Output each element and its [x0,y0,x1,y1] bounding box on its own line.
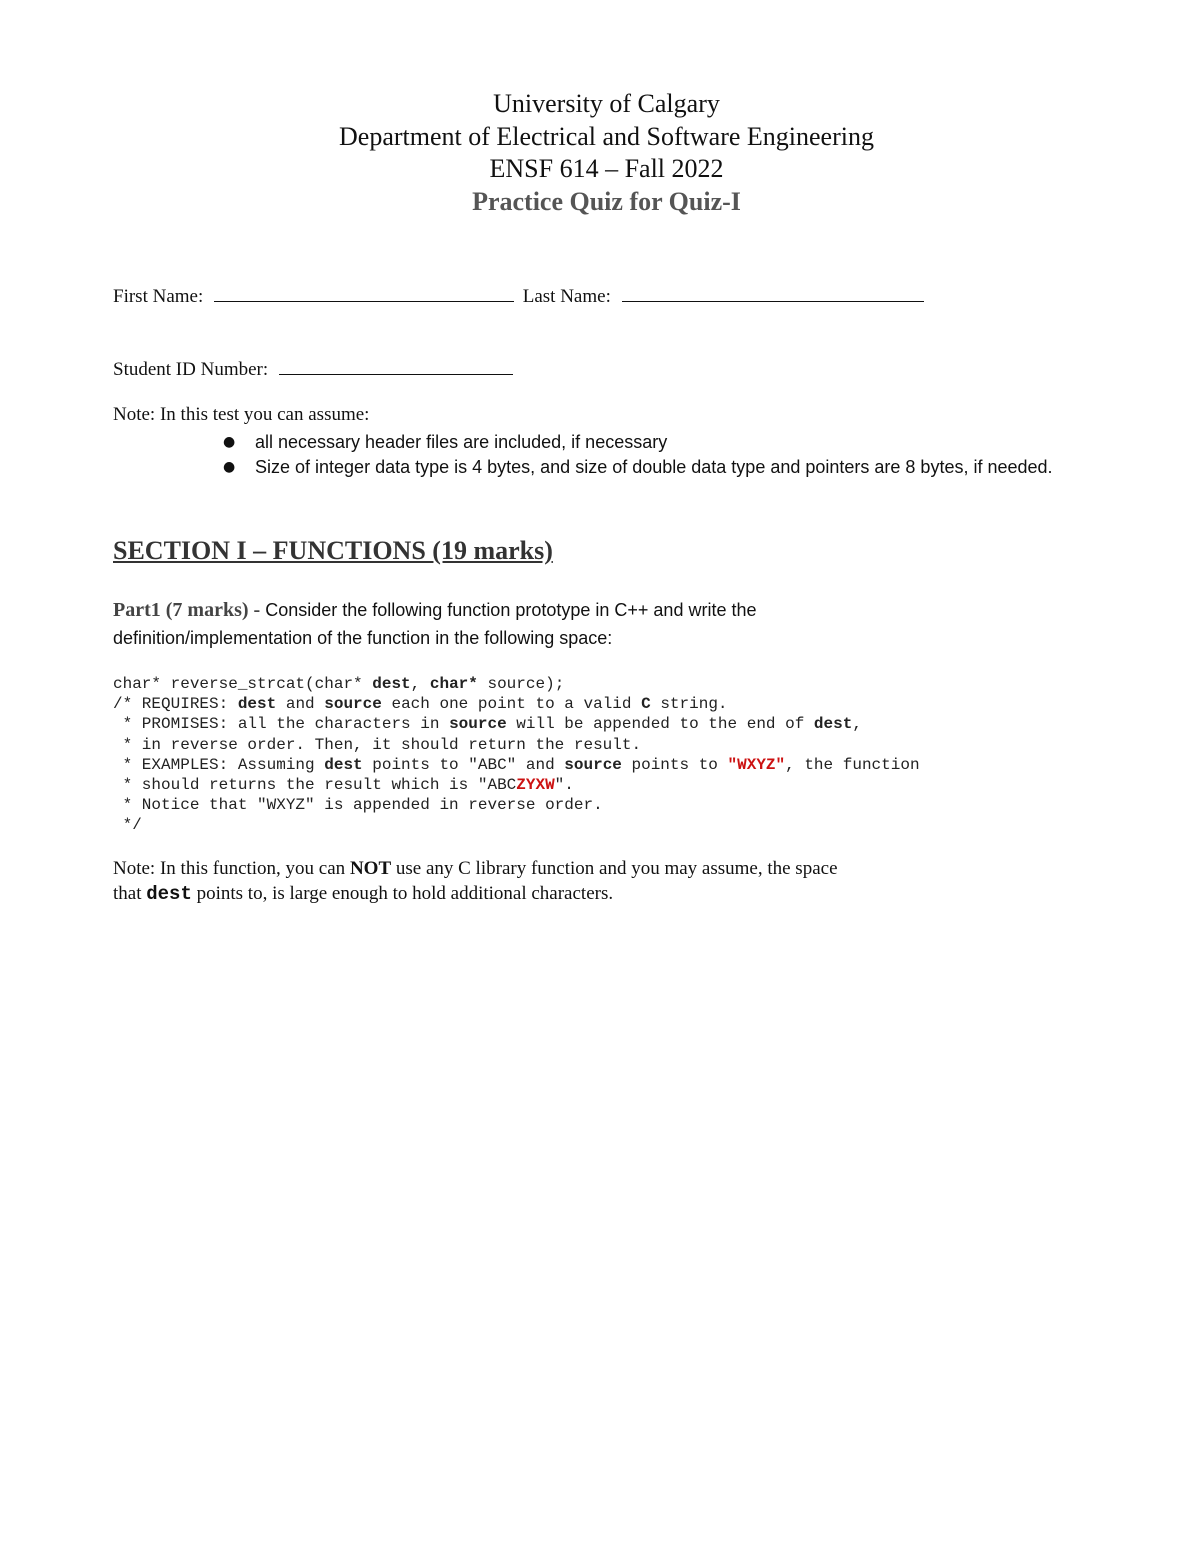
first-name-blank[interactable] [214,282,514,302]
part1-text-continued: definition/implementation of the function in the following space: [113,628,613,648]
department-name: Department of Electrical and Software Engineering [339,121,874,151]
function-prototype-code: char* reverse_strcat(char* dest, char* source); /* REQUIRES: dest and source each one point to a valid C string. * PROMISES: all the characters in source will be appended to the end of dest, * in reverse order. Then, it should return the result. * EXAMPLES: Assuming dest points to "ABC" and source points to "WXYZ", the function * should returns the result which is "ABCZYXW". * Notice that "WXYZ" is appended in reverse order. */ [113,675,920,835]
course-code: ENSF 614 – Fall 2022 [489,154,724,183]
student-id-row [113,355,513,381]
part1-text: Consider the following function prototype in C++ and write the [260,600,757,620]
section-heading: SECTION I – FUNCTIONS (19 marks) [113,536,553,565]
list-item: ● all necessary header files are included, if necessary [113,430,1055,455]
notes-intro: Note: In this test you can assume: [113,404,370,425]
bullet-icon: ● [223,459,236,475]
part1-prompt [113,597,756,651]
student-id-label: Student ID Number: [113,359,269,380]
university-name: University of Calgary [493,89,720,118]
document-header [0,88,1200,218]
list-item: ● Size of integer data type is 4 bytes, and size of double data type and pointers are 8 bytes, if needed. [113,455,1055,480]
student-id-blank[interactable] [279,355,513,375]
bullet-icon: ● [223,434,236,450]
notes-list [113,430,1055,480]
last-name-label: Last Name: [522,286,611,307]
implementation-note: Note: In this function, you can NOT use any C library function and you may assume, the space that dest points to, is large enough to hold additional characters. [113,858,838,905]
last-name-blank[interactable] [622,282,924,302]
name-fields-row [113,282,924,308]
first-name-label: First Name: [113,286,204,307]
quiz-title: Practice Quiz for Quiz-I [472,186,741,216]
part1-title: Part1 (7 marks) - [113,599,261,621]
